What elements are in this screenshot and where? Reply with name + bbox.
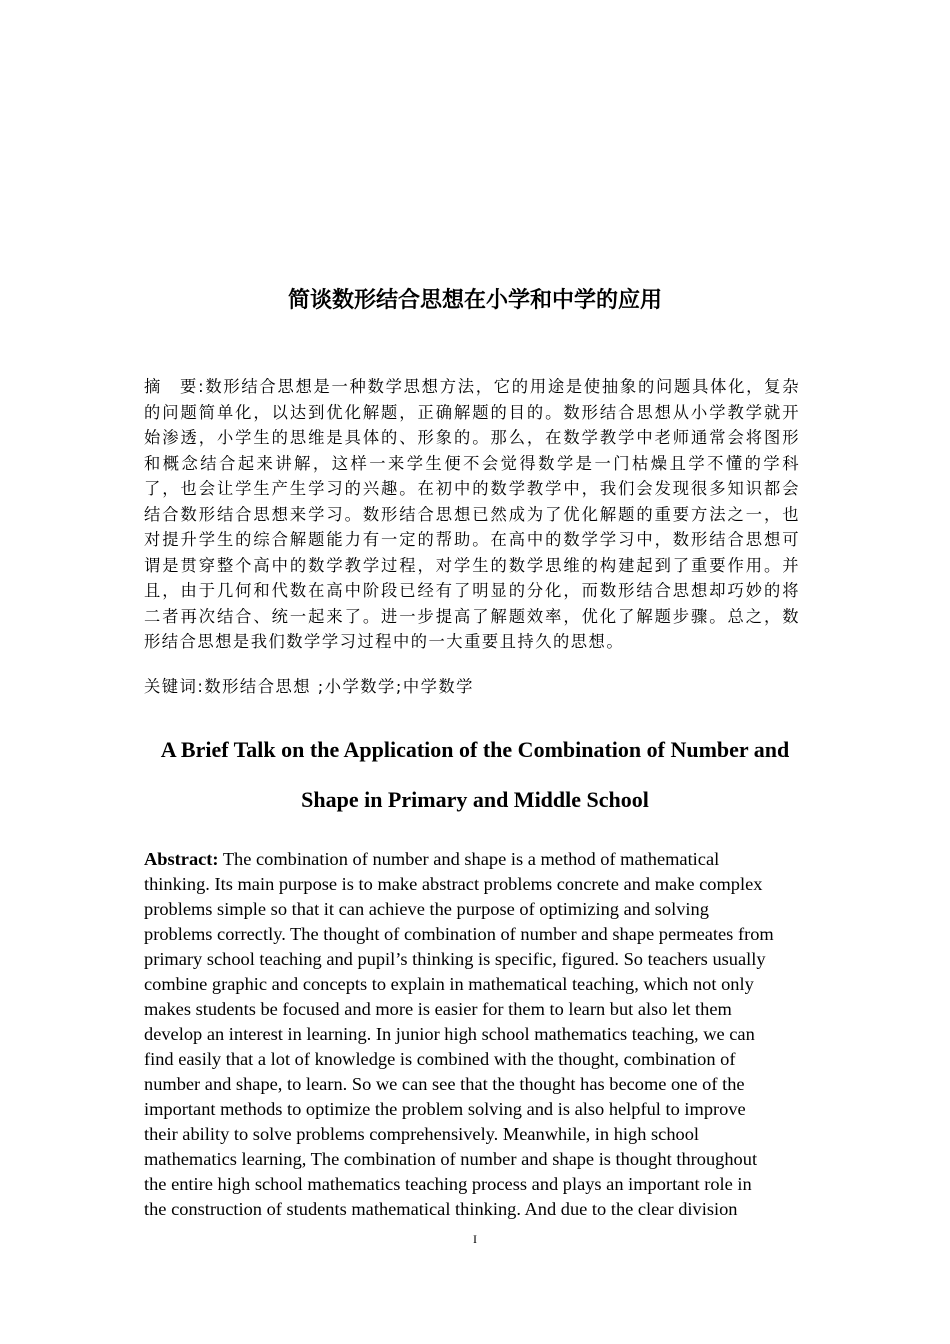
english-abstract-line: number and shape, to learn. So we can see that the thought has become one of the xyxy=(144,1074,745,1094)
english-abstract-line: the entire high school mathematics teaching process and plays an important role in xyxy=(144,1174,752,1194)
english-abstract-line: combine graphic and concepts to explain in mathematical teaching, which not only xyxy=(144,974,754,994)
english-abstract-line: problems simple so that it can achieve the purpose of optimizing and solving xyxy=(144,899,709,919)
english-title xyxy=(100,725,850,825)
english-abstract-line: find easily that a lot of knowledge is combined with the thought, combination of xyxy=(144,1049,736,1069)
english-abstract-line: their ability to solve problems comprehensively. Meanwhile, in high school xyxy=(144,1124,700,1144)
english-abstract-line: important methods to optimize the problem solving and is also helpful to improve xyxy=(144,1099,746,1119)
chinese-abstract-label: 摘 要 xyxy=(144,377,199,396)
chinese-title: 简谈数形结合思想在小学和中学的应用 xyxy=(287,288,662,313)
english-abstract-line: mathematics learning, The combination of number and shape is thought throughout xyxy=(144,1149,758,1169)
english-title-line-1: A Brief Talk on the Application of the Combination of Number and xyxy=(160,737,790,762)
english-abstract-line: thinking. Its main purpose is to make abstract problems concrete and make complex xyxy=(144,874,763,894)
chinese-keywords-text: 数形结合思想 ;小学数学;中学数学 xyxy=(204,677,474,696)
chinese-keywords xyxy=(144,674,800,700)
english-abstract-line: problems correctly. The thought of combination of number and shape permeates from xyxy=(144,924,774,944)
english-abstract-line: primary school teaching and pupil’s thinking is specific, figured. So teachers usually xyxy=(144,949,766,969)
english-abstract-label: Abstract: xyxy=(144,849,219,869)
page-number: I xyxy=(473,1232,477,1246)
chinese-abstract xyxy=(144,374,800,655)
english-title-line-2: Shape in Primary and Middle School xyxy=(301,787,649,812)
chinese-keywords-separator: : xyxy=(197,677,205,696)
english-abstract-line: makes students be focused and more is easier for them to learn but also let them xyxy=(144,999,732,1019)
english-abstract xyxy=(144,847,806,1222)
chinese-keywords-label: 关键词 xyxy=(144,677,198,696)
chinese-abstract-separator: : xyxy=(198,377,206,396)
english-abstract-line: the construction of students mathematical thinking. And due to the clear division xyxy=(144,1199,738,1219)
english-abstract-line: develop an interest in learning. In junior high school mathematics teaching, we can xyxy=(144,1024,755,1044)
chinese-abstract-text: 数形结合思想是一种数学思想方法，它的用途是使抽象的问题具体化，复杂的问题简单化，以达到优化解题，正确解题的目的。数形结合思想从小学教学就开始渗透，小学生的思维是具体的、形象的。那么，在数学教学中老师通常会将图形和概念结合起来讲解，这样一来学生便不会觉得数学是一门枯燥且学不懂的学科了，也会让学生产生学习的兴趣。在初中的数学教学中，我们会发现很多知识都会结合数形结合思想来学习。数形结合思想已然成为了优化解题的重要方法之一，也对提升学生的综合解题能力有一定的帮助。在高中的数学学习中，数形结合思想可谓是贯穿整个高中的数学教学过程，对学生的数学思维的构建起到了重要作用。并且，由于几何和代数在高中阶段已经有了明显的分化，而数形结合思想却巧妙的将二者再次结合、统一起来了。进一步提高了解题效率，优化了解题步骤。总之，数形结合思想是我们数学学习过程中的一大重要且持久的思想。 xyxy=(144,377,800,651)
english-abstract-line: Abstract: The combination of number and shape is a method of mathematical xyxy=(144,849,720,869)
